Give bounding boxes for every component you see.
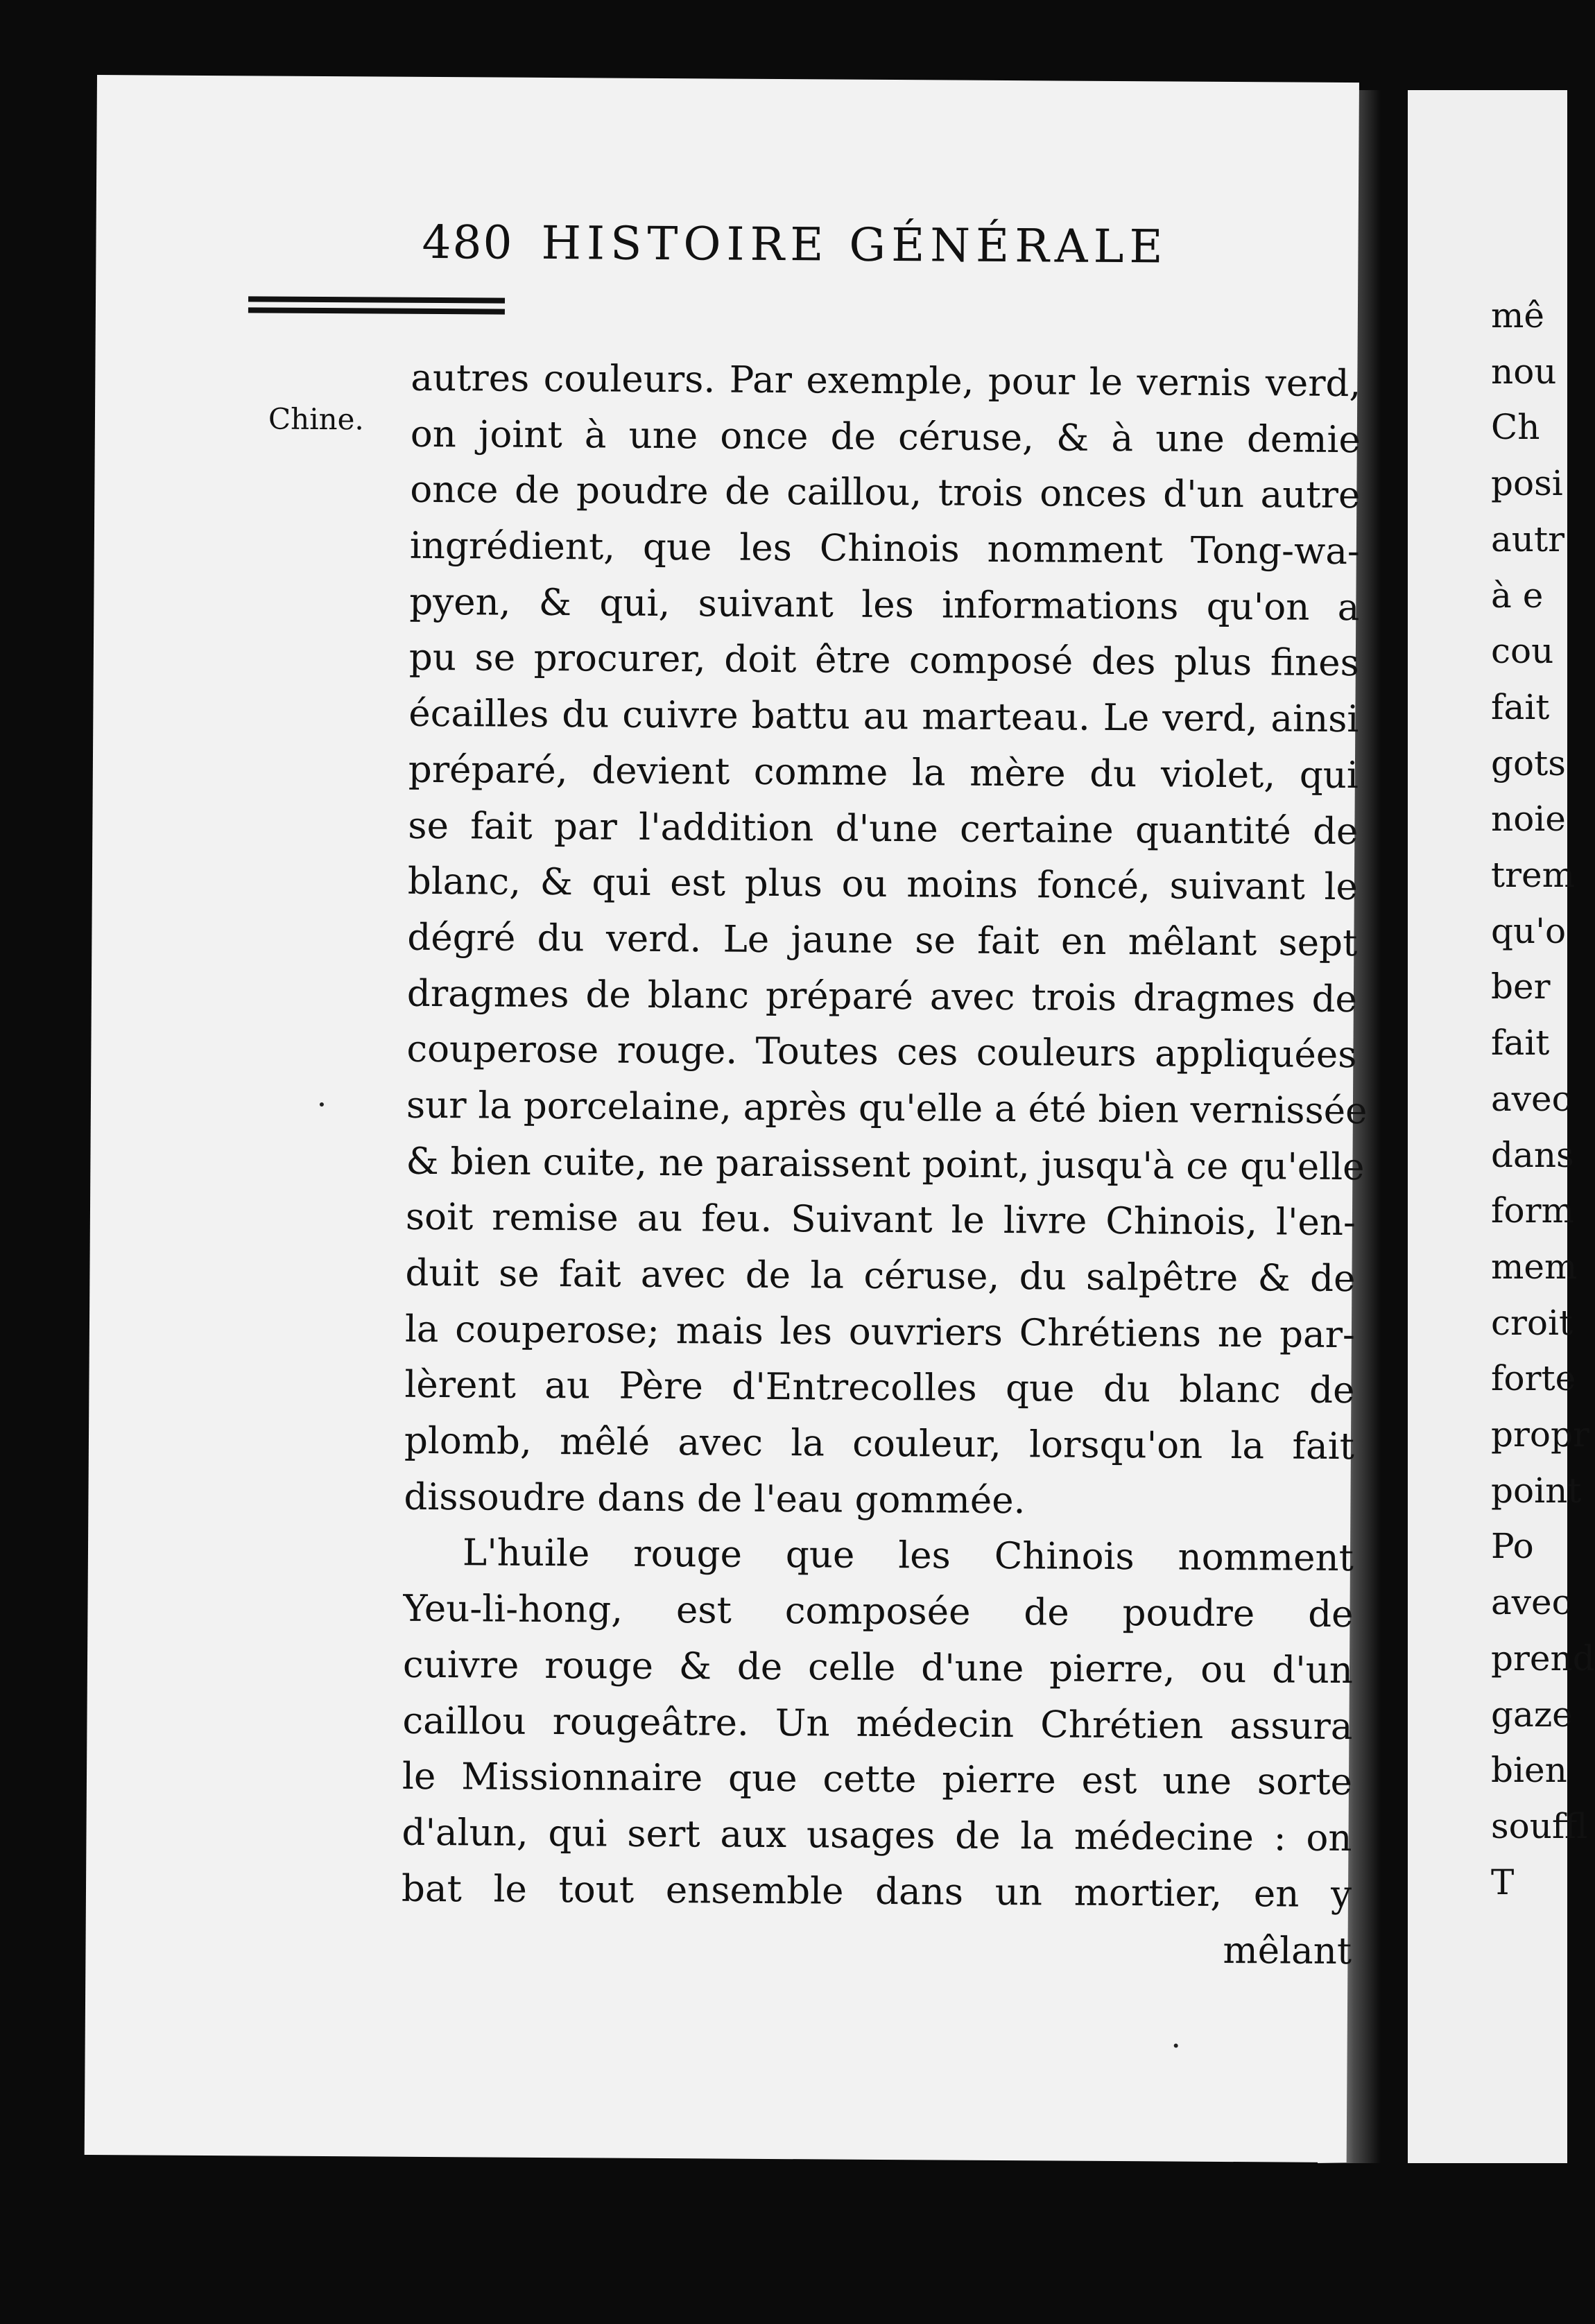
text-line: bat le tout ensemble dans un mortier, en y [401,1867,1352,1916]
text-line: duit se fait avec de la céruse, du salpêtre & de [405,1251,1356,1301]
facing-page-fragment: autr [1491,519,1565,560]
margin-rule-top [248,296,505,303]
text-line: dragmes de blanc préparé avec trois dragmes de [406,972,1358,1021]
facing-page-fragment: cou [1491,631,1554,672]
text-line: dissoudre dans de l'eau gommée. [404,1475,1026,1522]
facing-page-fragment: gots [1491,743,1566,783]
speck [1174,2044,1178,2048]
facing-page-fragment: posi [1491,463,1563,504]
text-line: once de poudre de caillou, trois onces d'un autre [410,469,1361,517]
facing-page-fragment: croit [1491,1302,1574,1343]
text-line: ingrédient, que les Chinois nomment Tong-wa- [409,524,1361,573]
text-line: caillou rougeâtre. Un médecin Chrétien assura [402,1699,1353,1748]
text-line: autres couleurs. Par exemple, pour le vernis verd, [411,356,1361,406]
facing-page-fragment: Po [1491,1526,1534,1567]
text-line: blanc, & qui est plus ou moins foncé, suivant le [407,860,1359,909]
facing-page-fragment: fait [1491,686,1550,727]
facing-page-fragment: form [1491,1190,1574,1231]
page-number: 480 [422,215,514,270]
facing-page-fragment: noie [1491,799,1566,840]
facing-page-fragment: nou [1491,351,1557,392]
body-text [401,351,1368,1923]
text-line: la couperose; mais les ouvriers Chrétiens ne par- [404,1308,1356,1356]
margin-note: Chine. [268,401,364,437]
text-line: le Missionnaire que cette pierre est une sorte [402,1755,1353,1804]
text-line: d'alun, qui sert aux usages de la médecine : on [402,1811,1352,1859]
facing-page-fragment: dans [1491,1134,1574,1175]
text-line: préparé, devient comme la mère du violet, qui [408,748,1359,797]
facing-page-fragment: avec [1491,1582,1571,1623]
text-line: plomb, mêlé avec la couleur, lorsqu'on la fait [404,1419,1355,1468]
text-line: L'huile rouge que les Chinois nomment [462,1532,1354,1580]
facing-page-fragment: mê [1491,295,1545,336]
running-title: HISTOIRE GÉNÉRALE [541,216,1169,274]
text-line: on joint à une once de céruse, & à une demie [410,413,1361,461]
facing-page-fragment: mem [1491,1246,1578,1287]
facing-page-fragment: point [1491,1470,1582,1511]
text-line: sur la porcelaine, après qu'elle a été bien vernissée [406,1084,1368,1133]
facing-page-fragment: trem [1491,855,1575,895]
text-line: soit remise au feu. Suivant le livre Chinois, l'en- [405,1196,1356,1245]
facing-page-fragment: T [1491,1862,1515,1902]
text-line: lèrent au Père d'Entrecolles que du blanc de [404,1364,1355,1412]
margin-rule-bottom [248,307,505,314]
facing-page-fragment: qu'o [1491,910,1567,951]
text-line: dégré du verd. Le jaune se fait en mêlant sept [407,916,1358,964]
text-line: cuivre rouge & de celle d'une pierre, ou d'un [402,1643,1354,1692]
facing-page-fragment: souffl [1491,1805,1588,1846]
text-line: pyen, & qui, suivant les informations qu'on a [409,580,1360,629]
text-line: écailles du cuivre battu au marteau. Le verd, ainsi [408,692,1359,741]
facing-page-fragment: avec [1491,1078,1571,1119]
facing-page-fragment: bien [1491,1750,1567,1791]
facing-page-fragment: ber [1491,966,1551,1007]
facing-page-fragment: Ch [1491,407,1540,448]
text-line: & bien cuite, ne paraissent point, jusqu'à ce qu'elle [406,1140,1365,1188]
book-page [85,75,1368,2162]
facing-page-fragment: à e [1491,575,1544,616]
text-line: Yeu-li-hong, est composée de poudre de [403,1587,1354,1636]
facing-page-fragment: gaze [1491,1694,1573,1735]
catchword: mêlant [1223,1929,1352,1973]
text-line: pu se procurer, doit être composé des plus fines [408,636,1360,685]
facing-page-fragment: fait [1491,1023,1550,1064]
facing-page-fragment: prend [1491,1638,1595,1679]
facing-page-fragment: forte [1491,1358,1576,1399]
text-line: couperose rouge. Toutes ces couleurs appliquées [406,1028,1357,1077]
speck [320,1102,324,1107]
running-header [422,216,1275,275]
facing-page-fragment: propr [1491,1414,1589,1455]
text-line: se fait par l'addition d'une certaine quantité de [408,804,1359,853]
